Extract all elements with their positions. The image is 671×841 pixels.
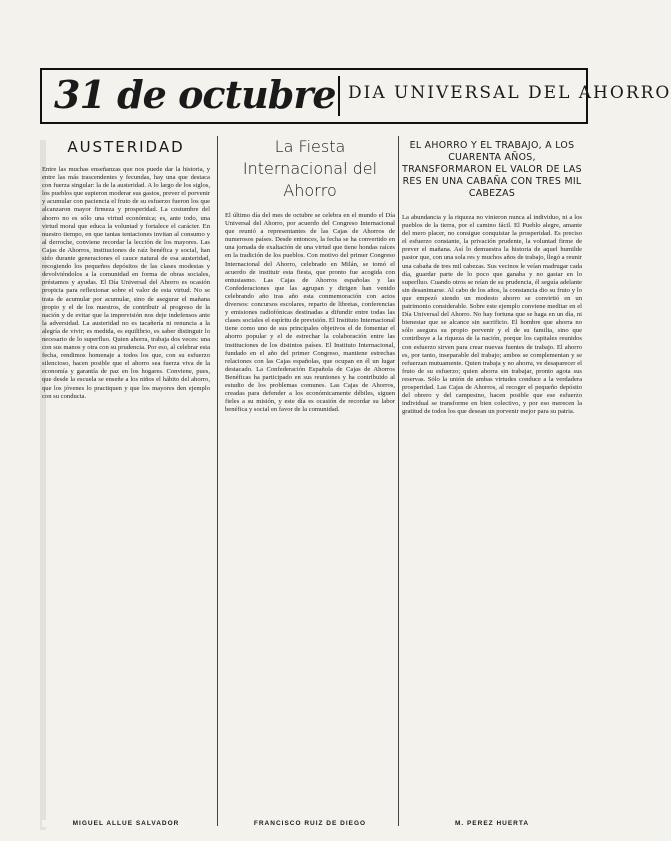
article-author: MIGUEL ALLUE SALVADOR (42, 820, 210, 827)
column-rule (398, 136, 399, 826)
banner-date: 31 de octubre (54, 72, 336, 117)
article-heading: EL AHORRO Y EL TRABAJO, A LOS CUARENTA AÑOS, TRANSFORMARON EL VALOR DE LAS RES EN UNA CABAÑA CON TRES MIL CABEZAS (402, 140, 582, 199)
article-body: Entre las muchas enseñanzas que nos puede dar la historia, y entre las más trascendentes y fecundas, hay una que destaca con fuerza singular: la de la austeridad. A lo largo de los siglos, los pueblos que supieron moderar sus gastos, prever el porvenir y acumular con paciencia el fruto de su esfuerzo fueron los que alcanzaron mayor firmeza y prosperidad. La costumbre del ahorro no es sólo una virtud económica; es, ante todo, una virtud moral que educa la voluntad y fortalece el carácter. En nuestro tiempo, en que tantas tentaciones invitan al consumo y al derroche, conviene recordar la lección de los mayores. Las Cajas de Ahorros, instituciones de raíz benéfica y social, han sido durante generaciones el cauce natural de esa austeridad, recogiendo los pequeños depósitos de las clases modestas y devolviéndolos a la comunidad en forma de obras sociales, préstamos y ayudas. El Día Universal del Ahorro es ocasión propicia para reflexionar sobre el valor de esta virtud. No se trata de acumular por acumular, sino de asegurar el mañana propio y el de los nuestros, de contribuir al progreso de la nación y de evitar que la imprevisión nos deje indefensos ante la adversidad. La austeridad no es tacañería ni renuncia a la alegría de vivir; es medida, es equilibrio, es saber distinguir lo necesario de lo superfluo. Quien ahorra, trabaja dos veces: una con sus manos y otra con su prudencia. Por eso, al celebrar esta fecha, rendimos homenaje a todos los que, con su esfuerzo silencioso, hacen posible que el ahorro sea fuerza viva de la economía y garantía de paz en los hogares. Conviene, pues, que desde la escuela se enseñe a los niños el hábito del ahorro, que los jóvenes lo practiquen y que los mayores den ejemplo con su conducta. (42, 166, 210, 400)
banner-divider (338, 76, 340, 116)
article-fiesta-internacional (225, 128, 395, 833)
banner-subtitle: DIA UNIVERSAL DEL AHORRO (348, 83, 671, 103)
article-author: M. PEREZ HUERTA (402, 820, 582, 827)
page-banner (40, 68, 671, 124)
column-rule (217, 136, 218, 826)
article-heading: La Fiesta Internacional del Ahorro (242, 137, 378, 200)
article-austeridad (42, 128, 210, 833)
article-author: FRANCISCO RUIZ DE DIEGO (225, 820, 395, 827)
article-body: El último día del mes de octubre se celebra en el mundo el Día Universal del Ahorro, por acuerdo del Congreso Internacional que reunió a representantes de las Cajas de Ahorros de numerosos países. Desde entonces, la fecha se ha convertido en una jornada de exaltación de una virtud que tiene hondas raíces en la tradición de los pueblos. Con motivo del primer Congreso Internacional del Ahorro, celebrado en Milán, se tomó el acuerdo de instituir esta fiesta, que pronto fue acogida con entusiasmo. Las Cajas de Ahorros españolas y las Confederaciones que las agrupan y dirigen han venido celebrando año tras año esta conmemoración con actos diversos: concursos escolares, reparto de libretas, conferencias y emisiones radiofónicas destinadas a difundir entre todas las clases sociales el espíritu de previsión. El Instituto Internacional tiene como uno de sus principales objetivos el de fomentar el ahorro popular y el de estrechar la colaboración entre las instituciones de los distintos países. El Instituto Internacional, fundado en el año del primer Congreso, mantiene estrechas relaciones con las Cajas españolas, que ocupan en él un lugar destacado. La Confederación Española de Cajas de Ahorros Benéficas ha participado en sus reuniones y ha contribuido al estudio de los problemas comunes. Las Cajas de Ahorros, creadas para defender a los económicamente débiles, siguen fieles a su misión, y este día es ocasión de recordar su labor benéfica y social en favor de la comunidad. (225, 212, 395, 414)
article-ahorro-trabajo (402, 128, 582, 833)
article-heading: AUSTERIDAD (67, 138, 185, 156)
article-body: La abundancia y la riqueza no vinieron nunca al individuo, ni a los pueblos de la tierra, por el camino fácil. El Pueblo alegre, amante del mero placer, no consigue conquistar la prosperidad. Es preciso el esfuerzo constante, la privación prudente, la voluntad firme de prever el mañana. Así lo demuestra la historia de aquel humilde pastor que, con una sola res y muchos años de trabajo, llegó a reunir una cabaña de tres mil cabezas. Sus vecinos le veían madrugar cada día, guardar parte de lo poco que ganaba y no gastar en lo superfluo. Cuando otros se reían de su prudencia, él seguía adelante sin desanimarse. Al cabo de los años, la constancia dio su fruto y lo que empezó siendo un modesto ahorro se convirtió en un patrimonio considerable. Sobre este ejemplo conviene meditar en el Día Universal del Ahorro. No hay fortuna que se haga en un día, ni bienestar que se alcance sin sacrificio. El hombre que ahorra no sólo asegura su propio porvenir y el de su familia, sino que contribuye a la riqueza de la nación, porque los capitales reunidos con esfuerzo sirven para crear nuevas fuentes de trabajo. El ahorro es, por tanto, inseparable del trabajo; ambos se complementan y se refuerzan mutuamente. Quien trabaja y no ahorra, ve desaparecer el fruto de su esfuerzo; quien ahorra sin trabajar, pronto agota sus reservas. Sólo la unión de ambas virtudes conduce a la verdadera prosperidad. Las Cajas de Ahorros, al recoger el pequeño depósito del obrero y del campesino, hacen posible que ese esfuerzo individual se transforme en bien colectivo, y por eso merecen la gratitud de todos los que desean un porvenir mejor para su patria. (402, 214, 582, 416)
